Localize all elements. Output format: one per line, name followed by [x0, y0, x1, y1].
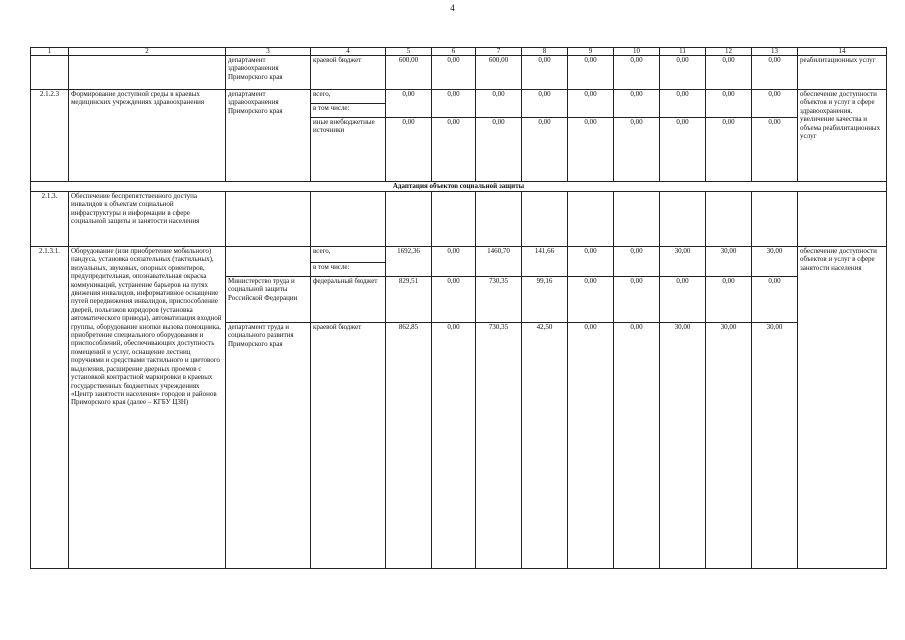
value-cell: 0,00	[660, 90, 706, 118]
value-cell: 829,51	[386, 277, 432, 323]
source-cell: в том числе:	[311, 104, 386, 118]
page-number: 4	[450, 3, 455, 13]
value-cell: 730,35	[476, 323, 522, 569]
source-cell: иные внебюджетные источники	[311, 118, 386, 182]
value-cell: 0,00	[706, 90, 752, 118]
measure-name: Оборудование (или приобретение мобильного) пандуса, установка осязательных (тактильных), визуальных, звуковых, опорных ориентиров, предупредительная, опознавательная окраска коммуникаций, устранение барьеров на путях движения инвалидов, информативное оснащение путей передвижения инвалидов, приспособление дверей, польезжов коридоров (установка автоматического привода), автоматизация входной группы, оборудование кнопки вызова помощника, приобретение специального оборудования и приспособлений, обеспечивающих доступность помещений и услуг, оснащение лестниц поручнями и средствами тактильного и цветового выделения, расширение дверных проемов с установкой контрастной маркировки в краевых государственных бюджетных учреждениях «Центр занятости населения» городов и районов Приморского края (далее – КГБУ ЦЗН)	[69, 247, 226, 569]
measure-name: Обеспечение беспрепятственного доступа инвалидов к объектам социальной инфраструктуры и информации в сфере социальной защиты и занятости населения	[69, 192, 226, 247]
table-row	[31, 90, 887, 104]
value-cell: 0,00	[432, 118, 476, 182]
col-header: 11	[660, 48, 706, 56]
value-cell: 0,00	[752, 118, 798, 182]
table-row	[31, 56, 887, 90]
value-cell: 99,16	[522, 277, 568, 323]
value-cell: 30,00	[660, 323, 706, 569]
value-cell: 0,00	[706, 118, 752, 182]
row-number: 2.1.3.1.	[31, 247, 69, 569]
result-cell: реабилитационных услуг	[798, 56, 887, 90]
value-cell: 0,00	[614, 277, 660, 323]
value-cell: 0,00	[568, 247, 614, 277]
value-cell: 0,00	[568, 56, 614, 90]
col-header: 9	[568, 48, 614, 56]
value-cell: 0,00	[476, 118, 522, 182]
value-cell: 0,00	[522, 56, 568, 90]
executor-cell: Министерство труда и социальной защиты Российской Федерации	[226, 277, 311, 323]
col-header: 10	[614, 48, 660, 56]
value-cell: 0,00	[568, 277, 614, 323]
value-cell: 0,00	[614, 56, 660, 90]
value-cell: 42,50	[522, 323, 568, 569]
col-header: 6	[432, 48, 476, 56]
measure-name: Формирование доступной среды в краевых медицинских учреждениях здравоохранения	[69, 90, 226, 182]
value-cell: 30,00	[752, 323, 798, 569]
value-cell: 0,00	[752, 277, 798, 323]
value-cell: 0,00	[432, 90, 476, 118]
value-cell: 0,00	[614, 323, 660, 569]
value-cell: 730,35	[476, 277, 522, 323]
executor-cell: департамент здравоохранения Приморского края	[226, 90, 311, 182]
value-cell: 0,00	[752, 90, 798, 118]
result-cell: обеспечение доступности объектов и услуг в сфере занятости населения	[798, 247, 887, 569]
col-header: 5	[386, 48, 432, 56]
value-cell: 0,00	[432, 56, 476, 90]
value-cell: 862,85	[386, 323, 432, 569]
row-number: 2.1.3.	[31, 192, 69, 247]
section-row	[31, 182, 887, 192]
value-cell: 0,00	[386, 118, 432, 182]
col-header: 2	[69, 48, 226, 56]
source-cell: в том числе:	[311, 263, 386, 277]
value-cell: 0,00	[432, 247, 476, 277]
value-cell: 30,00	[660, 247, 706, 277]
executor-cell: департамент здравоохранения Приморского края	[226, 56, 311, 90]
value-cell: 0,00	[432, 277, 476, 323]
col-header: 7	[476, 48, 522, 56]
source-cell: краевой бюджет	[311, 323, 386, 569]
col-header: 12	[706, 48, 752, 56]
source-cell: федеральный бюджет	[311, 277, 386, 323]
executor-cell: департамент труда и социального развития Приморского края	[226, 323, 311, 569]
value-cell: 0,00	[660, 118, 706, 182]
value-cell: 0,00	[476, 90, 522, 118]
value-cell: 0,00	[660, 277, 706, 323]
value-cell: 1460,70	[476, 247, 522, 277]
col-header: 3	[226, 48, 311, 56]
col-header: 1	[31, 48, 69, 56]
value-cell: 0,00	[614, 247, 660, 277]
header-row	[31, 48, 887, 56]
value-cell: 600,00	[386, 56, 432, 90]
value-cell: 0,00	[614, 118, 660, 182]
table-row	[31, 247, 887, 263]
value-cell: 1692,36	[386, 247, 432, 277]
value-cell: 0,00	[706, 56, 752, 90]
source-cell: всего,	[311, 247, 386, 263]
source-cell: всего,	[311, 90, 386, 104]
value-cell: 141,66	[522, 247, 568, 277]
program-table	[30, 47, 887, 569]
value-cell: 0,00	[568, 90, 614, 118]
value-cell: 0,00	[386, 90, 432, 118]
result-cell: обеспечение доступности объектов и услуг в сфере здравоохранения, увеличение качества и объема реабилитационных услуг	[798, 90, 887, 182]
col-header: 14	[798, 48, 887, 56]
value-cell: 0,00	[568, 118, 614, 182]
value-cell: 30,00	[706, 323, 752, 569]
value-cell: 0,00	[614, 90, 660, 118]
value-cell: 0,00	[752, 56, 798, 90]
value-cell: 600,00	[476, 56, 522, 90]
value-cell: 0,00	[660, 56, 706, 90]
value-cell: 0,00	[522, 90, 568, 118]
value-cell: 30,00	[706, 247, 752, 277]
value-cell: 0,00	[706, 277, 752, 323]
source-cell: краевой бюджет	[311, 56, 386, 90]
section-title: Адаптация объектов социальной защиты	[31, 182, 887, 192]
value-cell: 30,00	[752, 247, 798, 277]
row-number: 2.1.2.3	[31, 90, 69, 182]
value-cell: 0,00	[432, 323, 476, 569]
col-header: 8	[522, 48, 568, 56]
value-cell: 0,00	[522, 118, 568, 182]
col-header: 4	[311, 48, 386, 56]
table-row	[31, 192, 887, 247]
col-header: 13	[752, 48, 798, 56]
value-cell: 0,00	[568, 323, 614, 569]
